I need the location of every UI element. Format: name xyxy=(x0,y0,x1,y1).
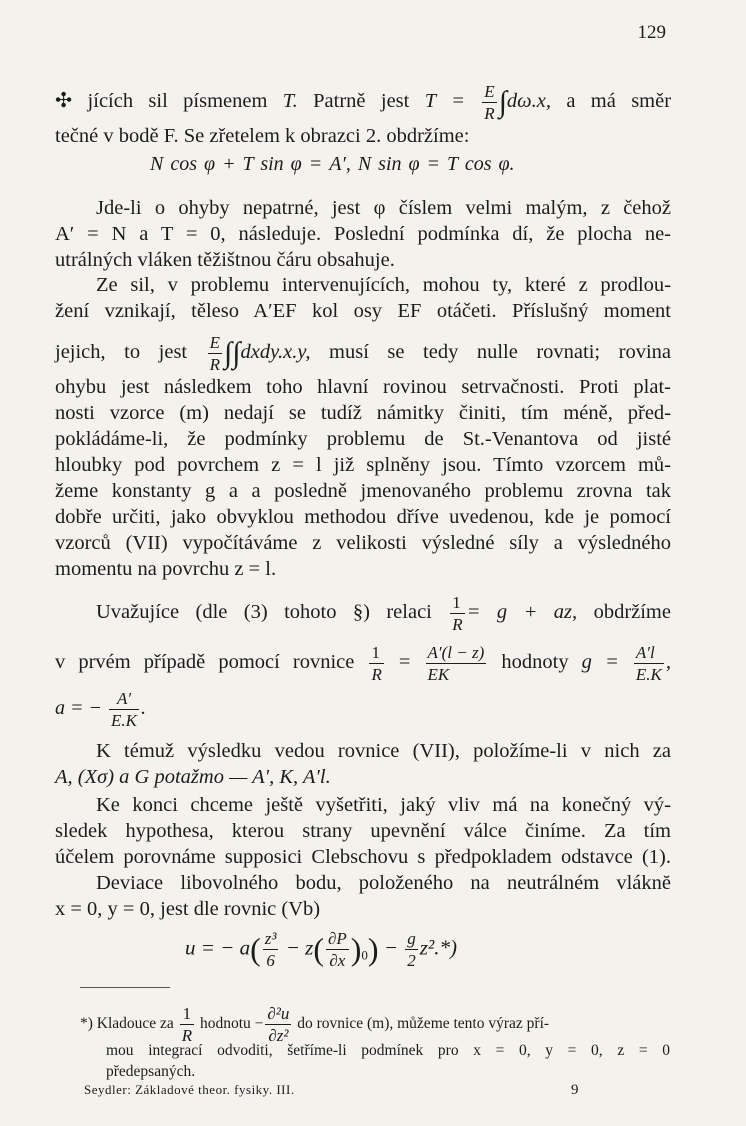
text-line: K témuž výsledku vedou rovnice (VII), položíme-li v nich za xyxy=(96,740,671,762)
fraction-1-R: $\frac{1}{R}$ xyxy=(181,1004,193,1045)
fraction-E-R: $\frac{E}{R}$ xyxy=(209,333,221,374)
fraction-E-R: $\frac{E}{R}$ xyxy=(484,82,495,123)
footnote-rule xyxy=(80,987,170,988)
text-line-equation: v prvém případě pomocí rovnice $\frac{1}{R}$ = $\frac{A'(l - z)}{EK}$ hodnoty g = $\frac{A'l}{E.K}$ , xyxy=(55,643,671,684)
fraction-g-2: $\frac{g}{2}$ xyxy=(407,929,416,970)
footnote-line-2: mou integrací odvoditi, šetříme-li podmínek pro x = 0, y = 0, z = 0 xyxy=(106,1042,670,1059)
text-line-1: ✣ jících sil písmenem T. Patrně jest T = $\frac{E}{R}$ ∫dω.x, a má směr xyxy=(55,82,672,123)
text-line: nosti vzorce (m) nedají se tudíž námitky činiti, tím méně, před- xyxy=(55,402,671,424)
footnote-line-3: předepsaných. xyxy=(106,1063,196,1080)
fraction-Al-EK: $\frac{A'l}{E.K}$ xyxy=(635,643,662,684)
text-line: účelem porovnáme supposici Clebschovu s předpokladem odstavce (1). xyxy=(55,846,671,868)
text-line: Deviace libovolného bodu, položeného na neutrálném vláknĕ xyxy=(96,872,671,894)
text-line: Jde-li o ohyby nepatrné, jest φ číslem velmi malým, z čehož xyxy=(96,197,671,219)
text-line: vzorců (VII) vypočítáváme z velikosti výsledné síly a výsledného xyxy=(55,532,671,554)
fraction-z3-6: $\frac{\text{z³}}{6}$ xyxy=(264,929,277,970)
text-line-2: tečné v bodě F. Se zřetelem k obrazci 2. obdržíme: xyxy=(55,125,470,147)
text-line: x = 0, y = 0, jest dle rovnic (Vb) xyxy=(55,898,321,920)
text-line: ohybu jest následkem toho hlavní rovinou setrvačnosti. Proti plat- xyxy=(55,376,671,398)
fraction-1-R: $\frac{1}{R}$ xyxy=(452,593,463,634)
text-line-relation: Uvažujíce (dle (3) tohoto §) relaci $\frac{1}{R}$ = g + az, obdržíme xyxy=(96,593,671,634)
text-line: Ze sil, v problemu intervenujících, mohou ty, které z prodlou- xyxy=(96,274,671,296)
equation-vb: u = − a( $\frac{\text{z³}}{6}$ − z( $\frac{\partial P}{\partial x}$ )$_0$) − $\frac{g}{2}$ z².*) xyxy=(185,929,457,970)
fraction-A-EK: $\frac{A'}{E.K}$ xyxy=(111,689,137,730)
fraction-A-l-z-EK: $\frac{A'(l - z)}{EK}$ xyxy=(427,643,485,684)
text-line: žení vznikají, těleso A′EF kol osy EF otáčeti. Příslušný moment xyxy=(55,300,671,322)
text-line-moment: jejich, to jest $\frac{E}{R}$ ∫∫dxdy.x.y, musí se tedy nulle rovnati; rovina xyxy=(55,333,672,374)
footnote-line-1: *) Kladouce za $\frac{1}{R}$ hodnotu − $\frac{\text{∂²u}}{\text{∂z²}}$ do rovnice (m), můžeme tento výraz pří- xyxy=(80,1004,550,1045)
fraction-1-R: $\frac{1}{R}$ xyxy=(371,643,382,684)
equation-a: a = − $\frac{A'}{E.K}$ . xyxy=(55,689,146,730)
text-line: hloubky pod povrchem z = l již splněny jsou. Tímto vzorcem mů- xyxy=(55,454,671,476)
text-line: dobře určiti, jako obvyklou methodou dříve uvedenou, kde je pomocí xyxy=(55,506,671,528)
margin-mark: ✣ xyxy=(55,90,73,113)
text-line: A′ = N a T = 0, následuje. Poslední podmínka dí, že plocha ne- xyxy=(55,223,671,245)
equation-1: N cos φ + T sin φ = A′, N sin φ = T cos φ. xyxy=(150,153,515,175)
running-footer: Seydler: Základové theor. fysiky. III. xyxy=(84,1082,295,1097)
text-line: utrálných vláken těžištnou čáru obsahuje. xyxy=(55,249,395,271)
text-line: sledek hypothesa, kterou strany upevnění válce činíme. Za tím xyxy=(55,820,671,842)
text-line: A, (Xσ) a G potažmo — A′, K, A′l. xyxy=(55,766,331,788)
text-line: momentu na povrchu z = l. xyxy=(55,558,277,580)
fraction-d2u-dz2: $\frac{\text{∂²u}}{\text{∂z²}}$ xyxy=(267,1004,290,1045)
text-line: žeme konstanty g a a posledně jmenovaného problemu zrovna tak xyxy=(55,480,671,502)
page-number: 129 xyxy=(637,22,666,43)
text-line: Ke konci chceme ještě vyšetřiti, jaký vliv má na konečný vý- xyxy=(96,794,671,816)
text-line: pokládáme-li, že podmínky problemu de St.-Venantova od jisté xyxy=(55,428,671,450)
fraction-dP-dx: $\frac{\partial P}{\partial x}$ xyxy=(327,929,347,970)
signature-mark: 9 xyxy=(571,1082,579,1098)
